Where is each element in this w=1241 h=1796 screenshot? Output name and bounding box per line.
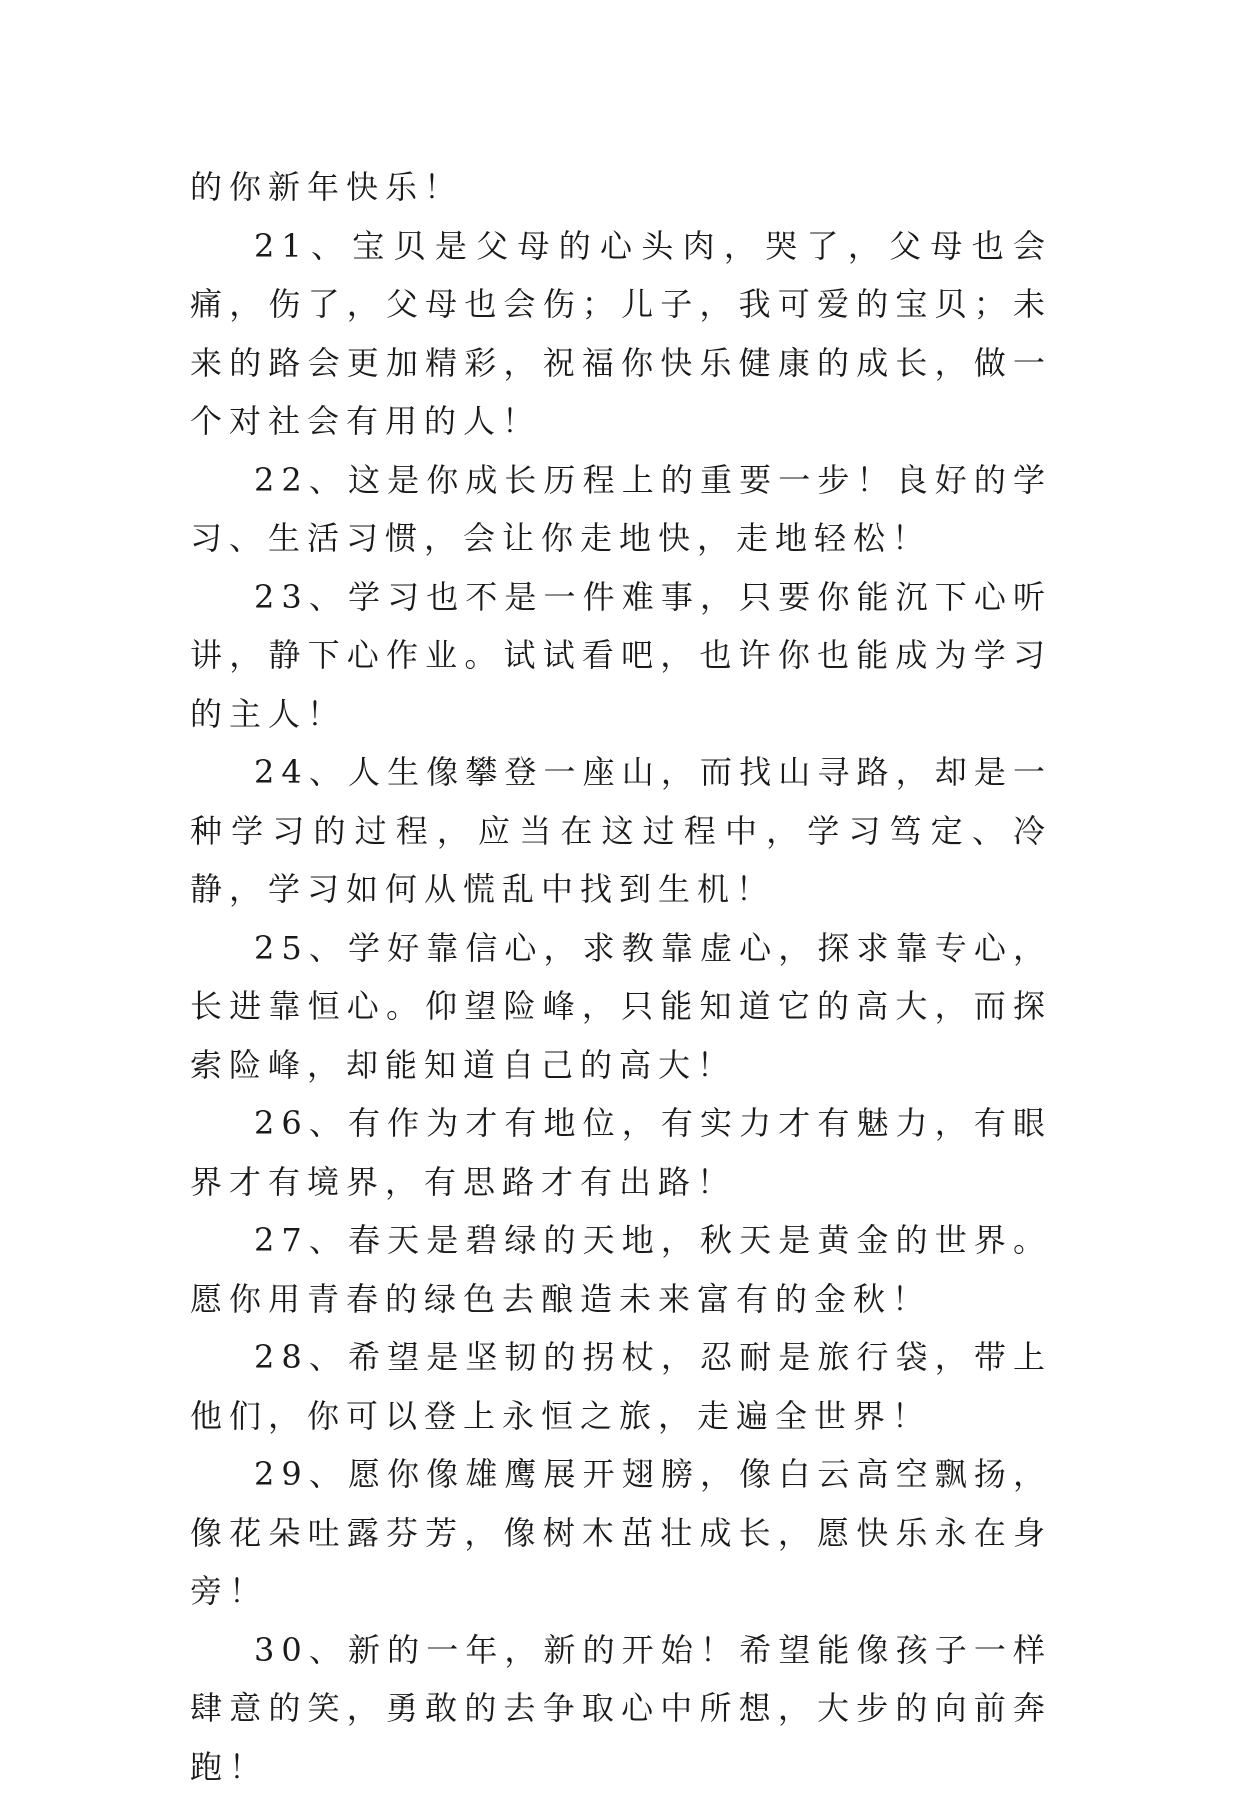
paragraph-continuation: 的你新年快乐！ <box>190 158 1052 217</box>
paragraph-24: 24、人生像攀登一座山，而找山寻路，却是一种学习的过程，应当在这过程中，学习笃定、冷静，学习如何从慌乱中找到生机！ <box>190 743 1052 919</box>
document-body <box>190 158 1052 1796</box>
paragraph-29: 29、愿你像雄鹰展开翅膀，像白云高空飘扬，像花朵吐露芬芳，像树木茁壮成长，愿快乐永在身旁！ <box>190 1445 1052 1621</box>
paragraph-27: 27、春天是碧绿的天地，秋天是黄金的世界。愿你用青春的绿色去酿造未来富有的金秋！ <box>190 1211 1052 1328</box>
paragraph-26: 26、有作为才有地位，有实力才有魅力，有眼界才有境界，有思路才有出路！ <box>190 1094 1052 1211</box>
paragraph-21: 21、宝贝是父母的心头肉，哭了，父母也会痛，伤了，父母也会伤；儿子，我可爱的宝贝；未来的路会更加精彩，祝福你快乐健康的成长，做一个对社会有用的人！ <box>190 217 1052 451</box>
paragraph-25: 25、学好靠信心，求教靠虚心，探求靠专心，长进靠恒心。仰望险峰，只能知道它的高大，而探索险峰，却能知道自己的高大！ <box>190 919 1052 1095</box>
paragraph-28: 28、希望是坚韧的拐杖，忍耐是旅行袋，带上他们，你可以登上永恒之旅，走遍全世界！ <box>190 1328 1052 1445</box>
paragraph-22: 22、这是你成长历程上的重要一步！良好的学习、生活习惯，会让你走地快，走地轻松！ <box>190 451 1052 568</box>
paragraph-30: 30、新的一年，新的开始！希望能像孩子一样肆意的笑，勇敢的去争取心中所想，大步的向前奔跑！ <box>190 1621 1052 1796</box>
paragraph-23: 23、学习也不是一件难事，只要你能沉下心听讲，静下心作业。试试看吧，也许你也能成为学习的主人！ <box>190 568 1052 744</box>
